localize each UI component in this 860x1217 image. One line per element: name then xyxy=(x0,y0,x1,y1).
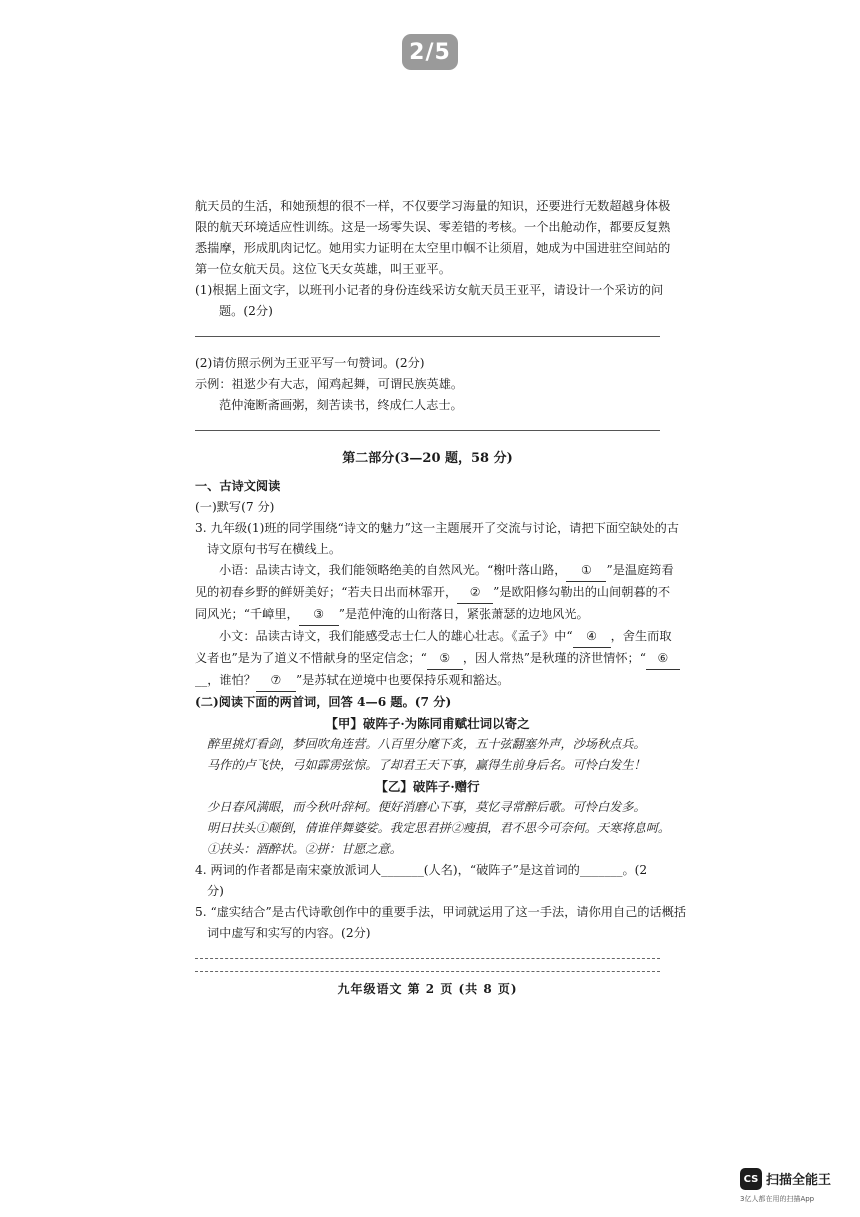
text: 同风光；“千嶂里， xyxy=(195,607,299,621)
question-2-text: (2)请仿照示例为王亚平写一句赞词。(2分) xyxy=(195,356,425,370)
text: 小文：品读古诗文，我们能感受志士仁人的雄心壮志。《孟子》中“ xyxy=(219,629,573,643)
text: ，因人常热”是秋瑾的济世情怀；“ xyxy=(462,651,646,665)
passage-line: 限的航天环境适应性训练。这是一场零失误、零差错的考核。一个出舱动作，都要反复熟 xyxy=(195,220,671,234)
question-3-paragraph-1-cont xyxy=(195,604,660,626)
passage-line: 第一位女航天员。这位飞天女英雄，叫王亚平。 xyxy=(195,262,451,276)
passage-line: 悉揣摩，形成肌肉记忆。她用实力证明在太空里巾帼不让须眉，她成为中国进驻空间站的 xyxy=(195,241,671,255)
question-3-paragraph-2-cont xyxy=(195,670,660,692)
fill-blank-3[interactable]: ③ xyxy=(299,604,339,626)
question-3-text: 3. 九年级(1)班的同学围绕“诗文的魅力”这一主题展开了交流与讨论，请把下面空缺处的古 xyxy=(195,521,679,535)
fill-blank-5[interactable]: ⑤ xyxy=(427,648,463,670)
text: ，舍生而取 xyxy=(610,629,672,643)
text: 义者也”是为了道义不惜献身的坚定信念；“ xyxy=(195,651,427,665)
fill-blank-2[interactable]: ② xyxy=(457,582,493,604)
text: __，谁怕？ xyxy=(195,673,256,687)
question-3-paragraph-1-cont xyxy=(195,582,671,604)
question-1-text-cont: 题。(2分) xyxy=(219,304,273,318)
poem-b-line: 明日扶头①颠倒，倩谁伴舞婆娑。我定思君拼②瘦損，君不思今可奈何。天寒将息呵。 xyxy=(207,821,671,835)
poem-b-title: 【乙】破阵子·赠行 xyxy=(375,779,480,794)
passage xyxy=(195,196,671,280)
poem-b-line: 少日春风满眼，而今秋叶辞柯。便好消磨心下事，莫忆寻常醉后歌。可怜白发多。 xyxy=(207,800,646,814)
question-3-text-cont: 诗文原句书写在横线上。 xyxy=(207,542,342,556)
scanner-tagline: 3亿人都在用的扫描App xyxy=(740,1195,815,1203)
scanner-logo-icon: CS xyxy=(740,1168,762,1190)
answer-line-1 xyxy=(195,336,660,337)
text: ”是范仲淹的山衔落日，紧张萧瑟的边地风光。 xyxy=(338,607,589,621)
poem-b-notes: ①扶头：酒醉状。②拼：甘愿之意。 xyxy=(207,842,402,856)
fill-blank-6[interactable]: ⑥ xyxy=(646,648,680,670)
question-2-example-cont: 范仲淹断斋画粥，刻苦读书，终成仁人志士。 xyxy=(219,398,463,412)
fill-blank-4[interactable]: ④ xyxy=(573,626,611,648)
question-5-text-cont: 词中虚写和实写的内容。(2分) xyxy=(207,926,371,940)
text: 小语：品读古诗文，我们能领略绝美的自然风光。“榭叶落山路， xyxy=(219,563,567,577)
question-3-paragraph-2 xyxy=(195,626,672,648)
answer-line-5a xyxy=(195,958,660,959)
poem-a-line: 醉里挑灯看剑，梦回吹角连营。八百里分麾下炙，五十弦翻塞外声，沙场秋点兵。 xyxy=(207,737,646,751)
question-1-text: (1)根据上面文字，以班刊小记者的身份连线采访女航天员王亚平，请设计一个采访的问 xyxy=(195,283,664,297)
scanner-watermark xyxy=(740,1168,850,1208)
exam-page xyxy=(195,196,687,997)
section-heading: 一、古诗文阅读 xyxy=(195,479,281,493)
question-5-text: 5. “虚实结合”是古代诗歌创作中的重要手法，甲词就运用了这一手法，请你用自己的话概括 xyxy=(195,905,687,919)
question-3-paragraph-1 xyxy=(195,560,674,582)
page-footer: 九年级语文 第 2 页 (共 8 页) xyxy=(337,982,518,996)
text: 见的初春乡野的鲜妍美好；“若夫日出而林霏开， xyxy=(195,585,458,599)
fill-blank-7[interactable]: ⑦ xyxy=(256,670,296,692)
question-4-text: 4. 两词的作者都是南宋豪放派词人_______(人名)，“破阵子”是这首词的_______。(2 xyxy=(195,863,648,877)
subsection-heading-2: (二)阅读下面的两首词，回答 4—6 题。(7 分) xyxy=(195,695,452,709)
question-3-paragraph-2-cont xyxy=(195,648,669,670)
text: ”是欧阳修勾勒出的山间朝暮的不 xyxy=(493,585,671,599)
passage-line: 航天员的生活，和她预想的很不一样，不仅要学习海量的知识，还要进行无数超越身体极 xyxy=(195,199,671,213)
fill-blank-1[interactable]: ① xyxy=(566,560,606,582)
answer-line-2 xyxy=(195,430,660,431)
answer-line-5b xyxy=(195,971,660,972)
poem-a-line: 马作的卢飞快，弓如霹雳弦惊。了却君王天下事，赢得生前身后名。可怜白发生！ xyxy=(207,758,646,772)
poem-a-title: 【甲】破阵子·为陈同甫赋壮词以寄之 xyxy=(325,716,530,731)
text: ”是苏轼在逆境中也要保持乐观和豁达。 xyxy=(295,673,510,687)
question-4-text-cont: 分) xyxy=(207,884,224,898)
subsection-heading: (一)默写(7 分) xyxy=(195,500,275,514)
page-indicator: 2/5 xyxy=(402,34,458,70)
question-2-example: 示例：祖逖少有大志，闻鸡起舞，可谓民族英雄。 xyxy=(195,377,464,391)
text: ”是温庭筠看 xyxy=(606,563,674,577)
scanner-app-name: 扫描全能王 xyxy=(766,1173,832,1188)
part-2-title: 第二部分(3—20 题，58 分) xyxy=(342,451,513,466)
